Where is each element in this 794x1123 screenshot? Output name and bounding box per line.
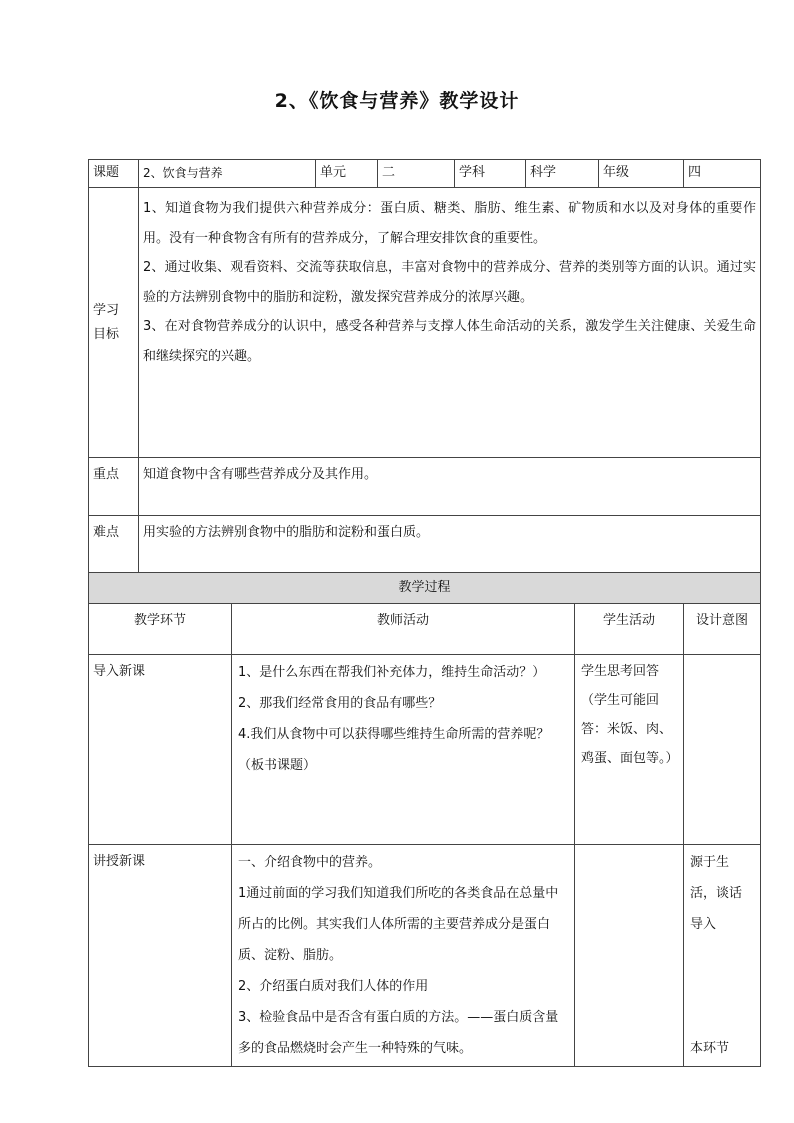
unit-label: 单元 xyxy=(316,160,378,188)
intent-text: 本环节 xyxy=(690,1041,730,1056)
process-header-row xyxy=(89,604,761,655)
goals-row xyxy=(89,188,761,458)
difficulty-label: 难点 xyxy=(89,516,139,573)
teacher-step: 一、介绍食物中的营养。 xyxy=(238,855,382,870)
student-activity xyxy=(575,845,684,1067)
student-activity xyxy=(575,655,684,845)
goals-label-line2: 目标 xyxy=(93,326,120,342)
col-teacher: 教师活动 xyxy=(232,604,575,655)
goals-label-line1: 学习 xyxy=(93,302,120,318)
key-point-row xyxy=(89,458,761,516)
teacher-step: 1、是什么东西在帮我们补充体力，维持生命活动？） xyxy=(238,665,546,680)
difficulty-row xyxy=(89,516,761,573)
intent-text: 源于生活，谈话导入 xyxy=(690,855,743,932)
teacher-activity xyxy=(232,655,575,845)
stage-cell: 讲授新课 xyxy=(89,845,232,1067)
subject-value: 科学 xyxy=(526,160,599,188)
col-student: 学生活动 xyxy=(575,604,684,655)
process-title-row xyxy=(89,573,761,604)
difficulty-text: 用实验的方法辨别食物中的脂肪和淀粉和蛋白质。 xyxy=(139,516,761,573)
teacher-activity xyxy=(232,845,575,1067)
goal-item: 2、通过收集、观看资料、交流等获取信息，丰富对食物中的营养成分、营养的类别等方面的认识。通过实验的方法辨别食物中的脂肪和淀粉，激发探究营养成分的浓厚兴趣。 xyxy=(143,260,756,305)
subject-label: 学科 xyxy=(455,160,526,188)
goal-item: 1、知道食物为我们提供六种营养成分：蛋白质、糖类、脂肪、维生素、矿物质和水以及对身体的重要作用。没有一种食物含有所有的营养成分，了解合理安排饮食的重要性。 xyxy=(143,201,756,246)
topic-label: 课题 xyxy=(89,160,139,188)
key-point-text: 知道食物中含有哪些营养成分及其作用。 xyxy=(139,458,761,516)
teacher-step: 2、介绍蛋白质对我们人体的作用 xyxy=(238,979,429,994)
info-row xyxy=(89,160,761,188)
goal-item: 3、在对食物营养成分的认识中，感受各种营养与支撑人体生命活动的关系，激发学生关注健康、关爱生命和继续探究的兴趣。 xyxy=(143,319,756,364)
key-point-label: 重点 xyxy=(89,458,139,516)
lesson-plan-table xyxy=(88,159,761,1067)
grade-value: 四 xyxy=(684,160,761,188)
unit-value: 二 xyxy=(378,160,455,188)
col-stage: 教学环节 xyxy=(89,604,232,655)
topic-value: 2、饮食与营养 xyxy=(139,160,316,188)
student-step: 学生思考回答 xyxy=(581,664,660,679)
intent-cell xyxy=(684,655,761,845)
intent-cell xyxy=(684,845,761,1067)
process-title: 教学过程 xyxy=(89,573,761,604)
goals-label xyxy=(89,188,139,458)
teacher-step: 1通过前面的学习我们知道我们所吃的各类食品在总量中所占的比例。其实我们人体所需的主要营养成分是蛋白质、淀粉、脂肪。 xyxy=(238,886,559,963)
teacher-step: 2、那我们经常食用的食品有哪些？ xyxy=(238,696,442,711)
page-title: 2、《饮食与营养》教学设计 xyxy=(274,90,520,112)
teacher-step: 4.我们从食物中可以获得哪些维持生命所需的营养呢？（板书课题） xyxy=(238,727,550,773)
col-intent: 设计意图 xyxy=(684,604,761,655)
process-row xyxy=(89,845,761,1067)
goals-content xyxy=(139,188,761,458)
student-step: （学生可能回答：米饭、肉、鸡蛋、面包等。） xyxy=(581,693,679,766)
stage-cell: 导入新课 xyxy=(89,655,232,845)
grade-label: 年级 xyxy=(599,160,684,188)
process-row xyxy=(89,655,761,845)
teacher-step: 3、检验食品中是否含有蛋白质的方法。——蛋白质含量多的食品燃烧时会产生一种特殊的气味。 xyxy=(238,1010,559,1056)
